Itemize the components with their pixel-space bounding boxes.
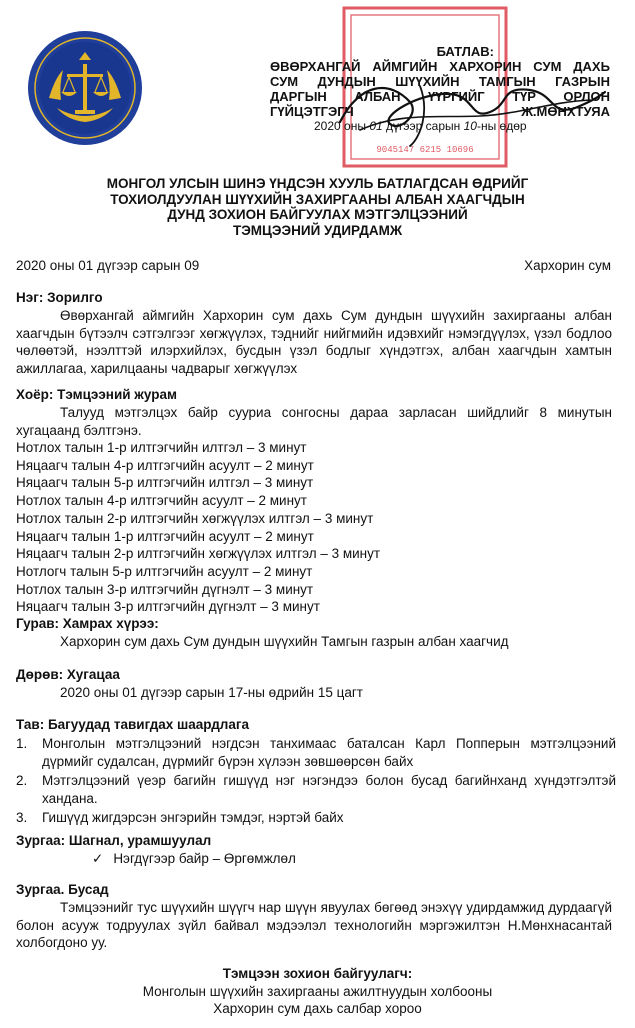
date-place-line	[16, 258, 611, 273]
approval-word: ХАРХОРИН	[449, 59, 522, 74]
signature-icon	[300, 72, 610, 150]
award-item	[92, 851, 296, 867]
requirement-item	[16, 735, 616, 770]
approval-date-month: 01	[369, 119, 383, 133]
approval-word: ШҮҮХИЙН	[395, 74, 460, 89]
section-4-text: 2020 оны 01 дүгээр сарын 17-ны өдрийн 15 цагт	[60, 685, 363, 700]
approval-word: Ж.МӨНХТУЯА	[521, 104, 610, 119]
award-text: Нэгдүгээр байр – Өргөмжлөл	[113, 851, 296, 866]
approval-word: СУМ	[533, 59, 562, 74]
approval-date: 2020 оны 01 дүгээр сарын 10-ны өдөр	[314, 119, 527, 133]
approval-word: СУМ	[270, 74, 299, 89]
section-2-intro: Талууд мэтгэлцэх байр сууриа сонгосны дараа зарласан шийдлийг 8 минутын хугацаанд бэлтгэнэ.	[16, 405, 612, 438]
approval-word: АЙМГИЙН	[372, 59, 438, 74]
procedure-item: Нотлогч талын 5-р илтгэгчийн асуулт – 2 минут	[16, 563, 313, 579]
procedure-item: Няцаагч талын 2-р илтгэгчийн хөгжүүлэх илтгэл – 3 минут	[16, 546, 381, 562]
organizer-heading: Тэмцээн зохион байгуулагч:	[222, 966, 413, 981]
approval-word: ТҮР	[512, 89, 536, 104]
requirement-number: 2.	[16, 773, 28, 788]
procedure-item: Нотлох талын 1-р илтгэгчийн илтгэл – 3 минут	[16, 440, 307, 455]
approval-word: ГҮЙЦЭТГЭГЧ	[270, 104, 354, 119]
procedure-item: Няцаагч талын 4-р илтгэгчийн асуулт – 2 минут	[16, 457, 314, 473]
court-emblem-icon	[27, 30, 143, 146]
procedure-item: Няцаагч талын 5-р илтгэгчийн илтгэл – 3 минут	[16, 475, 314, 491]
requirement-number: 1.	[16, 736, 28, 751]
approval-word: ТАМГЫН	[478, 74, 536, 89]
requirement-number: 3.	[16, 810, 28, 825]
document-title: МОНГОЛ УЛСЫН ШИНЭ ҮНДСЭН ХУУЛЬ БАТЛАГДСАН ӨДРИЙГ ТОХИОЛДУУЛАН ШҮҮХИЙН ЗАХИРГААНЫ АЛБАН ХААГЧДЫН ДУНД ЗОХИОН БАЙГУУЛАХ МЭТГЭЛЦЭЭНИЙ ТЭМЦЭЭНИЙ УДИРДАМЖ	[106, 176, 529, 238]
procedure-item: Нотлох талын 2-р илтгэгчийн хөгжүүлэх илтгэл – 3 минут	[16, 510, 374, 526]
approval-word: ОРЛОН	[563, 89, 610, 104]
section-6-heading: Зургаа: Шагнал, урамшуулал	[16, 833, 212, 848]
approval-word: ДАРГЫН	[270, 89, 327, 104]
organizer-line-2: Хархорин сум дахь салбар хороо	[213, 1001, 422, 1016]
approval-word: ДАХЬ	[573, 59, 610, 74]
section-1-heading: Нэг: Зорилго	[16, 290, 103, 305]
procedure-item: Няцаагч талын 1-р илтгэгчийн асуулт – 2 минут	[16, 528, 314, 544]
approval-word: ӨВӨРХАНГАЙ	[270, 59, 361, 74]
approval-date-day: 10	[463, 119, 477, 133]
approval-word: ДУНДЫН	[317, 74, 376, 89]
approval-word: ҮҮРГИЙГ	[428, 89, 485, 104]
document-place: Хархорин сум	[524, 258, 611, 273]
organizer-line-1: Монголын шүүхийн захиргааны ажилтнуудын холбооны	[142, 983, 493, 999]
procedure-item: Нотлох талын 3-р илтгэгчийн дүгнэлт – 3 минут	[16, 581, 314, 597]
requirement-item	[16, 772, 616, 807]
section-1-text: Өвөрхангай аймгийн Хархорин сум дахь Сум дундын шүүхийн захиргааны албан хаагчдын бүтээлч сэтгэлгээг хөгжүүлэх, тэднийг нийгмийн идэвхийг нэмэгдүүлэх, үзэл бодлоо чөлөөтэй, нээлттэй илэрхийлэх, бусдын үзэл бодлыг хүндэтгэх, албан хаагчдын хамтын ажиллагаа, харилцааны чадварыг хөгжүүлэх	[16, 308, 612, 376]
section-4-heading: Дөрөв: Хугацаа	[16, 667, 120, 682]
requirement-text: Мэтгэлцээний үеэр багийн гишүүд нэг нэгэндээ болон бусад багийнханд хүндэтгэлтэй хандана.	[42, 773, 616, 806]
document-date: 2020 оны 01 дүгээр сарын 09	[16, 258, 200, 273]
procedure-item: Няцаагч талын 3-р илтгэгчийн дүгнэлт – 3 минут	[16, 599, 320, 615]
section-5-heading: Тав: Багуудад тавигдах шаардлага	[16, 717, 250, 732]
approval-heading: БАТЛАВ:	[436, 44, 494, 59]
approval-word: АЛБАН	[354, 89, 401, 104]
section-7-text: Тэмцээнийг тус шүүхийн шүүгч нар шүүн явуулах бөгөөд энэхүү удирдамжид дурдаагүй болон асууж тодруулах зүйл байвал мэдээлэл технологийн мэргэжилтэн Н.Мөнхнасантай холбогдоно уу.	[16, 900, 612, 950]
section-2-heading: Хоёр: Тэмцээний журам	[16, 387, 177, 402]
requirement-text: Гишүүд жигдэрсэн энгэрийн тэмдэг, нэртэй байх	[42, 810, 344, 825]
requirements-list	[16, 735, 616, 829]
section-7-heading: Зургаа. Бусад	[16, 882, 109, 897]
svg-text:9045147 6215 10696: 9045147 6215 10696	[376, 145, 474, 155]
requirement-text: Монголын мэтгэлцээний нэгдсэн танхимаас баталсан Карл Попперын мэтгэлцээний дүрмийг судалсан, дүрмийг бүрэн хүлээн зөвшөөрсөн байх	[42, 736, 616, 769]
requirement-item	[16, 809, 616, 827]
procedure-item: Нотлох талын 4-р илтгэгчийн асуулт – 2 минут	[16, 493, 307, 509]
section-3-text: Хархорин сум дахь Сум дундын шүүхийн Тамгын газрын албан хаагчид	[60, 634, 509, 649]
check-icon: ✓	[92, 851, 104, 866]
approval-word: ГАЗРЫН	[555, 74, 610, 89]
organizer-block	[60, 965, 575, 1018]
procedure-list	[16, 439, 612, 616]
section-3-heading: Гурав: Хамрах хүрээ:	[16, 616, 159, 631]
